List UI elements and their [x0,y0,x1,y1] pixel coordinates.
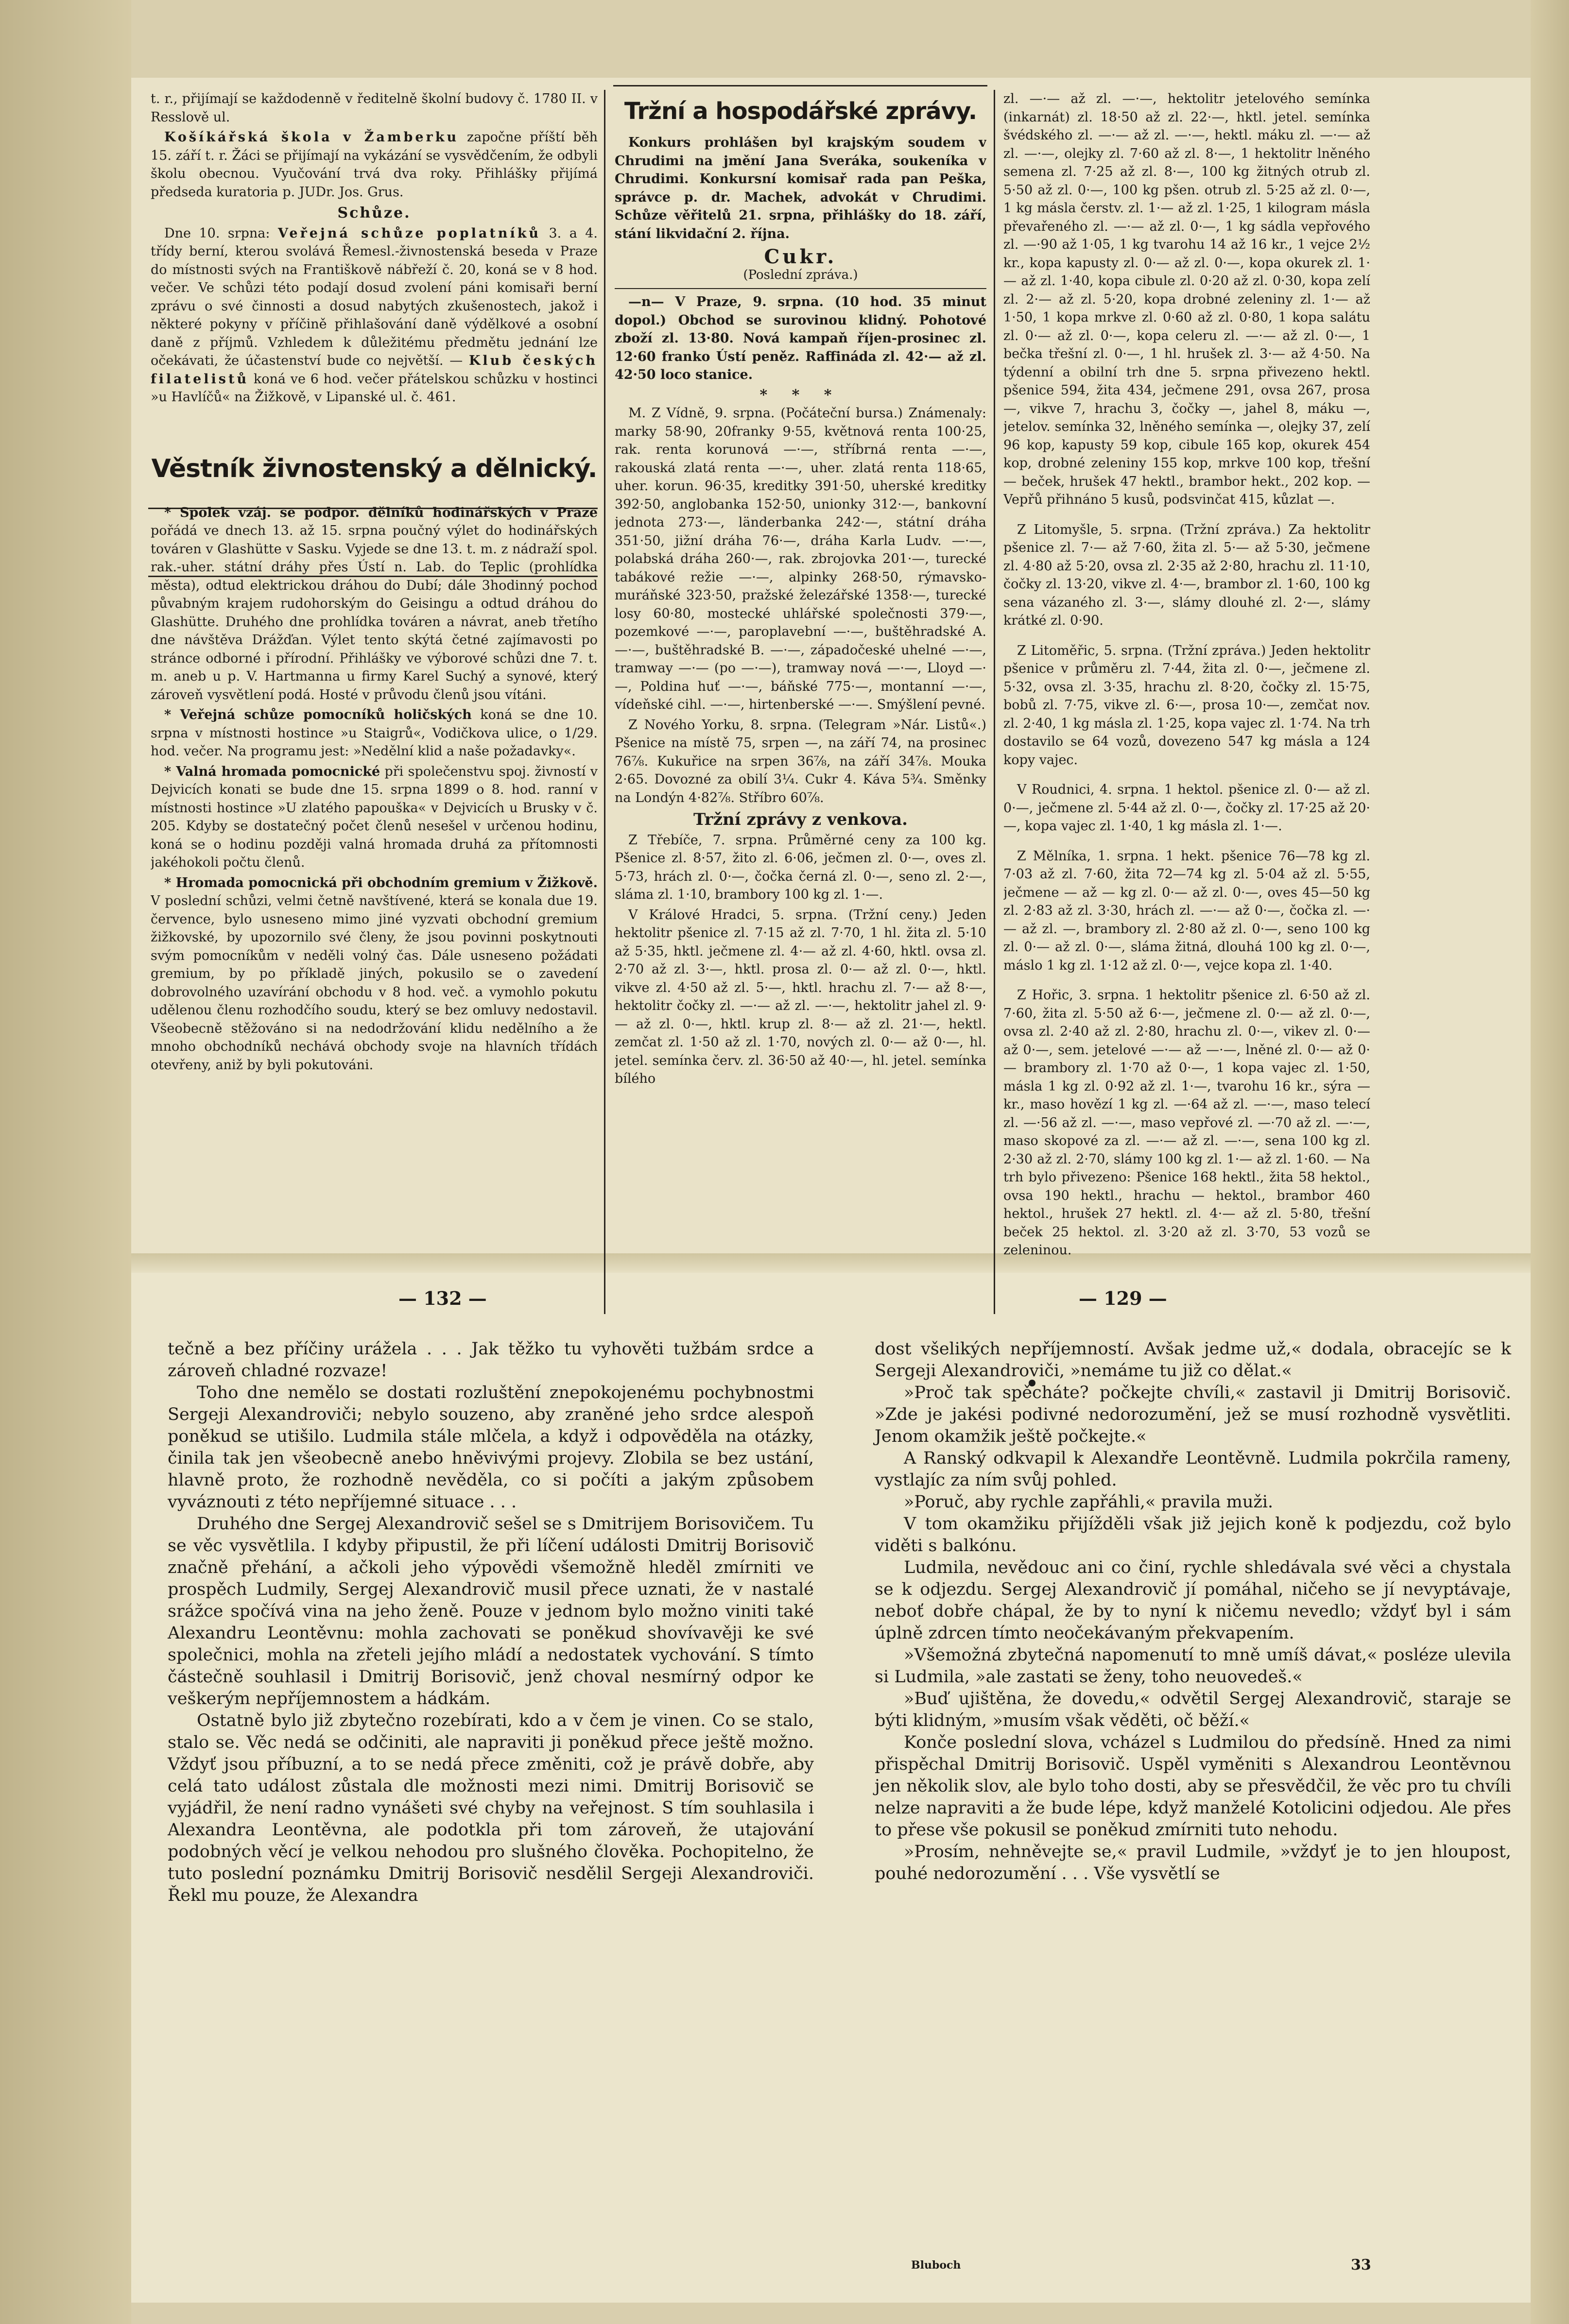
hradec-text: V Králové Hradci, 5. srpna. (Tržní ceny.) Jeden hektolitr pšenice zl. 7·15 až zl. 7·70, 1 hl. žita zl. 5·10 až 5·35, hktl. ječmene zl. 4·— až zl. 4·60, hktl. ovsa zl. 2·70 až zl. 3·—, hktl. prosa zl. 0·— až zl. 0·—, hktl. vikve zl. 4·50 až zl. 5·—, hktl. hrachu zl. 7·— až 8·—, hektolitr čočky zl. —·— až zl. —·—, hektolitr jahel zl. 9·— až zl. 0·—, hktl. krup zl. 8·— až zl. 21·—, hektl. zemčat zl. 1·50 až zl. 1·70, nových zl. 0·— až 0·—, hl. jetel. semínka červ. zl. 36·50 až 40·—, hl. jetel. semínka bílého [615,907,986,1086]
upper-column-1 [151,90,598,1319]
hradec-continued-text: zl. —·— až zl. —·—, hektolitr jetelového semínka (inkarnát) zl. 18·50 až zl. 22·—, hktl. jetel. semínka švédského zl. —·— až zl. —·—, hektl. máku zl. —·— až zl. —·—, olejky zl. 7·60 až zl. 8·—, 1 hektolitr lněného semena zl. 7·25 až zl. 8·—, 100 kg žitných otrub zl. 5·50 až zl. 0·—, 100 kg pšen. otrub zl. 5·25 až zl. 0·—, 1 kg másla čerstv. zl. 1·— až zl. 1·25, 1 kilogram másla převařeného zl. —·— až zl. 0·—, 1 kg sádla vepřového zl. —·90 až 1·05, 1 kg tvarohu 14 až 16 kr., 1 vejce 2½ kr., kopa kapusty zl. 0·— až zl. 0·—, kopa okurek zl. 1·— až zl. 1·40, kopa cibule zl. 0·20 až zl. 0·30, kopa zelí zl. 2·— až zl. 5·20, kopa drobné zeleniny zl. 1·— až 1·50, 1 kopa mrkve zl. 0·60 až zl. 0·80, 1 kopa salátu zl. 0·— až zl. 0·—, kopa celeru zl. —·— až zl. 0·—, 1 bečka třešní zl. 0·—, 1 hl. hrušek zl. 3·— až 4·50. Na týdenní a obilní trh dne 5. srpna přivezeno hektl. pšenice 594, žita 434, ječmene 291, ovsa 267, prosa —, vikve 7, hrachu 3, čočky —, jahel 8, máku —, jetelov. semínka 32, lněného semínka —, olejky 37, zelí 96 kop, kapusty 59 kop, cibule 165 kop, okurek 454 kop, drobné zeleniny 155 kop, mrkve 100 kop, třešní — beček, hrušek 47 hektl., brambor hekt., 202 kop. — Vepřů přihnáno 5 kusů, podsvinčat 415, kůzlat —. [1003,91,1370,507]
left-para-1: tečně a bez příčiny urážela . . . Jak těžko tu vyhověti tužbám srdce a zároveň chladné rozvaze! [168,1339,814,1381]
footer-page-number: 33 [1351,2256,1371,2273]
v1-text: pořádá ve dnech 13. až 15. srpna poučný výlet do hodinářských továren v Glashütte v Sasku. Vyjede se dne 13. t. m. z nádraží spol. rak.-uher. státní dráhy přes Ústí n. Lab. do Teplic (prohlídka města), odtud elektrickou dráhou do Dubí; dále 3hodinný pochod půvabným krajem rudohorským do Geisingu a odtud dráhou do Glashütte. Druhého dne prohlídka továren a návrat, aneb třetího dne návštěva Drážďan. Výlet tento skýtá četné zajímavosti po stránce odborné i přírodní. Přihlášky ve výborové schůzi dne 7. t. m. aneb u p. V. Hartmanna u firmy Karel Suchý a synové, který zároveň vysvětlení podá. Hosté v průvodu členů jsou vítáni. [151,523,598,702]
separator-stars: * * * [759,386,842,404]
novel-left-column [168,1338,814,2252]
cukr-subtitle: (Poslední zpráva.) [743,267,858,282]
cukr-text: —n— V Praze, 9. srpna. (10 hod. 35 minut dopol.) Obchod se surovinou klidný. Pohotové zboží zl. 13·80. Nová kampaň říjen-prosinec zl. 12·60 franko Ústí peněz. Raffináda zl. 42·— až zl. 42·50 loco stanice. [615,294,986,382]
left-para-4: Ostatně bylo již zbytečno rozebírati, kdo a v čem je vinen. Co se stalo, stalo se. Věc nedá se odčiniti, ale napraviti ji poněkud přece ještě možno. Vždyť jsou příbuzní, a to se nedá přece změniti, což je právě dobře, aby celá tato událost zůstala dle možnosti mezi nimi. Dmitrij Borisovič se vyjádřil, že není radno vynášeti své chyby na veřejnost. S tím souhlasila i Alexandra Leontěvna, ale podotkla při tom zároveň, že utajování podobných věcí je velkou nehodou pro slušného člověka. Pochopitelno, že tuto poslední poznámku Dmitrij Borisovič nesdělil Sergeji Alexandroviči. Řekl mu pouze, že Alexandra [168,1711,814,1905]
litomerice-text: Z Litoměřic, 5. srpna. (Tržní zpráva.) Jeden hektolitr pšenice v průměru zl. 7·44, žita zl. 0·—, ječmene zl. 5·32, ovsa zl. 3·35, hrachu zl. 8·20, čočky zl. 15·75, bobů zl. 7·75, vikve zl. 6·—, prosa 10·—, zemčat nov. zl. 2·40, 1 kg másla zl. 1·25, kopa vajec zl. 1·74. Na trh dostavilo se 64 vozů, dovezeno 547 kg másla a 124 kopy vajec. [1003,643,1370,768]
left-para-3: Druhého dne Sergej Alexandrovič sešel se s Dmitrijem Borisovičem. Tu se věc vysvětlila. I kdyby připustil, že při líčení události Dmitrij Borisovič značně přehání, a ačkoli jeho výpovědi všemožně hleděl zmírniti ve prospěch Ludmily, Sergej Alexandrovič musil přece uznati, že v nastalé srážce spočívá vina na jeho ženě. Pouze v jednom bylo možno viniti také Alexandru Leontěvnu: mohla zachovati se poněkud shovívavěji ke své společnici, mohla na zřeteli jejího mládí a nedostatek vychování. S tímto částečně souhlasil i Dmitrij Borisovič, jenž choval nesmírný odpor ke veškerým nepříjemnostem a hádkám. [168,1514,814,1709]
upper-column-3 [1003,90,1370,1319]
cukr-title: Cukr. [764,245,837,268]
schuze-heading: Veřejná schůze poplatníků [277,225,541,241]
v2-text: koná se dne 10. srpna v místnosti hostince »u Staigrů«, Vodičkova ulice, o 1/29. hod. večer. Na programu jest: »Nedělní klid a naše požadavky«. [151,707,598,759]
vestnik-title: Věstník živnostenský a dělnický. [151,454,597,483]
litomysl-text: Z Litomyšle, 5. srpna. (Tržní zpráva.) Za hektolitr pšenice zl. 7·— až 7·60, žita zl. 5·— až 5·30, ječmene zl. 4·80 až 5·20, ovsa zl. 2·35 až 2·80, hrachu zl. 11·10, čočky zl. 13·20, vikve zl. 4·—, brambor zl. 1·60, 100 kg sena vázaného zl. 3·—, slámy dlouhé zl. 2·—, slámy krátké zl. 0·90. [1003,522,1370,628]
klub-text: koná ve 6 hod. večer přátelskou schůzku v hostinci »u Havlíčů« na Žižkově, v Lipanské ul. č. 461. [151,371,598,405]
viden-text: M. Z Vídně, 9. srpna. (Počáteční bursa.) Známenaly: marky 58·90, 20franky 9·55, květnová renta 100·25, rak. renta korunová —·—, stříbrná renta —·—, rakouská zlatá renta —·—, uher. zlatá renta 118·65, uher. korun. 96·35, kreditky 391·50, uherské kreditky 392·50, anglobanka 152·50, unionky 312·—, bankovní jednota 273·—, länderbanka 242·—, státní dráha 351·50, jižní dráha 76·—, dráha Karla Ludv. —·—, polabská dráha 260·—, rak. zbrojovka 201·—, turecké tabákové režie —·—, alpinky 268·50, rýmavsko-muráňské 323·50, pražské železářské 1358·—, turecké losy 60·80, mostecké uhlářské společnosti 379·—, pozemkové —·—, paroplavební —·—, buštěhradské A. —·—, buštěhradské B. —·—, západočeské uhelné —·—, tramway —·— (po —·—), tramway nová —·—, Lloyd —·—, Poldina huť —·—, báňské 775·—, montanní —·—, vídeňské cihl. —·—, hirtenberské —·—. Smýšlení pevné. [615,406,986,712]
page-number-left: — 132 — [398,1287,487,1309]
right-para-6: Ludmila, nevědouc ani co činí, rychle shledávala své věci a chystala se k odjezdu. Sergej Alexandrovič jí pomáhal, ničeho se jí nevyptávaje, neboť dobře chápal, že by to nyní k ničemu nevedlo; vždyť byl i sám úplně zdrcen tímto neočekávaným překvapením. [875,1558,1511,1643]
kosik-heading: Košíkářská škola v Žamberku [164,130,459,145]
footer-signature: Bluboch [911,2259,961,2272]
right-para-4: »Poruč, aby rychle zapřáhli,« pravila muži. [904,1492,1274,1512]
right-para-2: »Proč tak spěcháte? počkejte chvíli,« zastavil ji Dmitrij Borisovič. »Zde je jakési podivné nedorozumění, jež se musí rozhodně vysvětliti. Jenom okamžik ještě počkejte.« [875,1383,1511,1446]
right-para-10: »Prosím, nehněvejte se,« pravil Ludmile, »vždyť je to jen hloupost, pouhé nedorozumění . . . Vše vysvětlí se [875,1842,1511,1883]
scan-left-edge [0,0,131,2324]
venkov-title: Tržní zprávy z venkova. [693,810,908,829]
column-rule-1 [604,90,605,1314]
right-para-9: Konče poslední slova, vcházel s Ludmilou do předsíně. Hned za nimi přispěchal Dmitrij Borisovič. Uspěl vyměniti s Alexandrou Leontěvnou jen několik slov, ale bylo toho dosti, aby se přesvědčil, že věc pro tu chvíli nelze napraviti a že bude lépe, když manželé Kotolicini odjedou. Ale přes to přese vše pokusil se poněkud zmírniti tuto nehodu. [875,1733,1511,1840]
schuze-text: 3. a 4. třídy berní, kterou svolává Řemesl.-živnostenská beseda v Praze do místnosti svých na Františkově nábřeží č. 20, koná se v 8 hod. večer. Ve schůzi této podají dosud zvolení páni komisaři berní zprávu o své činnosti a dosud nabytých zkušenostech, jakož i některé pokyny v příčině přihlašování daně výdělkové a osobní daně z příjmů. Vzhledem k důležitému předmětu jednání lze očekávati, že účastenství bude co největší. — [151,225,598,368]
melnik-text: Z Mělníka, 1. srpna. 1 hekt. pšenice 76—78 kg zl. 7·03 až zl. 7·60, žita 72—74 kg zl. 5·04 až zl. 5·55, ječmene — až — kg zl. 0·— až zl. 0·—, oves 45—50 kg zl. 2·83 až zl. 3·30, hrách zl. —·— až 0·—, čočka zl. —·— až zl. —, brambory zl. 2·80 až zl. 0·—, seno 100 kg zl. 0·— až zl. 0·—, sláma žitná, dlouhá 100 kg zl. 0·—, máslo 1 kg zl. 1·12 až zl. 0·—, vejce kopa zl. 1·40. [1003,848,1370,973]
cukr-rule [615,288,986,289]
right-para-7: »Všemožná zbytečná napomenutí to mně umíš dávat,« posléze ulevila si Ludmila, »ale zastati se ženy, toho neuovedeš.« [875,1645,1511,1687]
klub-heading: Klub českých filatelistů [151,353,598,387]
konkurs-text: Konkurs prohlášen byl krajským soudem v Chrudimi na jmění Jana Sveráka, soukeníka v Chrudimi. Konkursní komisař rada pan Peška, správce p. dr. Machek, advokát v Chrudimi. Schůze věřitelů 21. srpna, přihlášky do 18. září, stání likvidační 2. října. [615,135,986,241]
schuze-title: Schůze. [337,205,411,222]
right-para-3: A Ranský odkvapil k Alexandře Leontěvně. Ludmila pokrčila rameny, vystlajíc za ním svůj pohled. [875,1449,1511,1490]
section-rule-3 [613,85,987,86]
left-para-2: Toho dne nemělo se dostati rozluštění znepokojenému pochybnostmi Sergeji Alexandroviči; nebylo souzeno, aby zraněné jeho srdce alespoň poněkud se utišilo. Ludmila stále mlčela, a když i odpověděla na otázky, činila tak jen všeobecně anebo hněvivými projevy. Zlobila se bez ustání, hlavně proto, že rozhodně nevěděla, co si počíti a jakým způsobem vyváznouti z této nepříjemné situace . . . [168,1383,814,1512]
v3-heading: * Valná hromada pomocnické [164,764,380,779]
v1-heading: * Spolek vzáj. se podpor. dělníků hodinářských v Praze [164,505,598,520]
right-para-8: »Buď ujištěna, že dovedu,« odvětil Sergej Alexandrovič, staraje se býti klidným, »musím však věděti, oč běží.« [875,1689,1511,1730]
right-para-1: dost všelikých nepříjemností. Avšak jedme už,« dodala, obracejíc se k Sergeji Alexandroviči, »nemáme tu již co dělat.« [875,1339,1511,1381]
page-number-right: — 129 — [1079,1287,1167,1309]
scan-right-edge [1531,0,1569,2324]
column-rule-2 [994,90,995,1314]
horice-text: Z Hořic, 3. srpna. 1 hektolitr pšenice zl. 6·50 až zl. 7·60, žita zl. 5·50 až 6·—, ječmene zl. 0·— až zl. 0·—, ovsa zl. 2·40 až zl. 2·80, hrachu zl. 0·—, vikev zl. 0·— až 0·—, sem. jetelové —·— až —·—, lněné zl. 0·— až 0·— brambory zl. 1·70 až 0·—, 1 kopa vajec zl. 1·50, másla 1 kg zl. 0·92 až zl. 1·—, tvarohu 16 kr., sýra — kr., maso hovězí 1 kg zl. —·64 až zl. —·—, maso telecí zl. —·56 až zl. —·—, maso vepřové zl. —·70 až zl. —·—, maso skopové za zl. —·— až zl. —·—, sena 100 kg zl. 2·30 až zl. 2·70, slámy 100 kg zl. 1·— až zl. 1·60. — Na trh bylo přivezeno: Pšenice 168 hektl., žita 58 hektol., ovsa 190 hektl., hrachu — hektol., brambor 460 hektol., hrušek 27 hektl. zl. 4·— až zl. 5·80, třešní beček 25 hektol. zl. 3·20 až zl. 3·70, 53 vozů se zeleninou. [1003,988,1370,1258]
novel-right-column [875,1338,1511,2252]
intro-text: t. r., přijímají se každodenně v ředitelně školní budovy č. 1780 II. v Resslově ul. [151,91,598,125]
right-para-5: V tom okamžiku přijížděli však již jejich koně k podjezdu, což bylo viděti s balkónu. [875,1514,1511,1555]
trzni-title: Tržní a hospodářské zprávy. [624,98,977,125]
v3-text: při společenstvu spoj. živností v Dejvicích konati se bude dne 15. srpna 1899 o 8. hod. ranní v místnosti hostince »U zlatého papouška« v Dejvicích u Brusky v č. 205. Kdyby se dostatečný počet členů nesešel v určenou hodinu, koná se o hodinu později valná hromada druhá za přítomnosti jakéhokoli počtu členů. [151,764,598,870]
upper-column-2 [615,90,986,1319]
schuze-lead: Dne 10. srpna: [164,225,270,241]
v2-heading: * Veřejná schůze pomocníků holičských [164,707,472,722]
roudnice-text: V Roudnici, 4. srpna. 1 hektol. pšenice zl. 0·— až zl. 0·—, ječmene zl. 5·44 až zl. 0·—, čočky zl. 17·25 až 20·—, kopa vajec zl. 1·40, 1 kg másla zl. 1·—. [1003,782,1370,834]
newyork-text: Z Nového Yorku, 8. srpna. (Telegram »Nár. Listů«.) Pšenice na místě 75, srpen —, na září 74, na prosinec 76⅞. Kukuřice na srpen 36⅞, na září 34⅞. Mouka 2·65. Dovozné za obilí 3¼. Cukr 4. Káva 5¾. Směnky na Londýn 4·82⅞. Stříbro 60⅞. [615,717,986,805]
kosik-text: započne příští běh 15. září t. r. Žáci se přijímají na vykázání se vysvědčením, že odbyli školu obecnou. Vyučování trvá dva roky. Přihlášky přijímá předseda kuratoria p. JUDr. Jos. Grus. [151,130,598,200]
trebic-text: Z Třebíče, 7. srpna. Průměrné ceny za 100 kg. Pšenice zl. 8·57, žito zl. 6·06, ječmen zl. 0·—, oves zl. 5·73, hrách zl. 0·—, čočka černá zl. 0·—, seno zl. 2·—, sláma zl. 1·10, brambory 100 kg zl. 1·—. [615,832,986,902]
v4-heading: * Hromada pomocnická při obchodním gremium v Žižkově. [164,875,598,890]
v4-text: V poslední schůzi, velmi četně navštívené, která se konala due 19. července, bylo usneseno mimo jiné vyzvati obchodní gremium žižkovské, by upozornilo své členy, že jsou povinni poskytnouti svým pomocníkům v neděli volný čas. Dále usneseno požádati gremium, by po příkladě jiných, pokusilo se o zavedení dobrovolného uzavírání obchodu v 8 hod. več. a vymohlo pokutu udělenou členu rozhodčího soudu, který se bez omluvy nedostavil. Všeobecně stěžováno si na nedodržování klidu nedělního a že mnoho obchodníků nechává obchody svoje na hlavních třídách otevřeny, aniž by byli pokutováni. [151,893,598,1073]
